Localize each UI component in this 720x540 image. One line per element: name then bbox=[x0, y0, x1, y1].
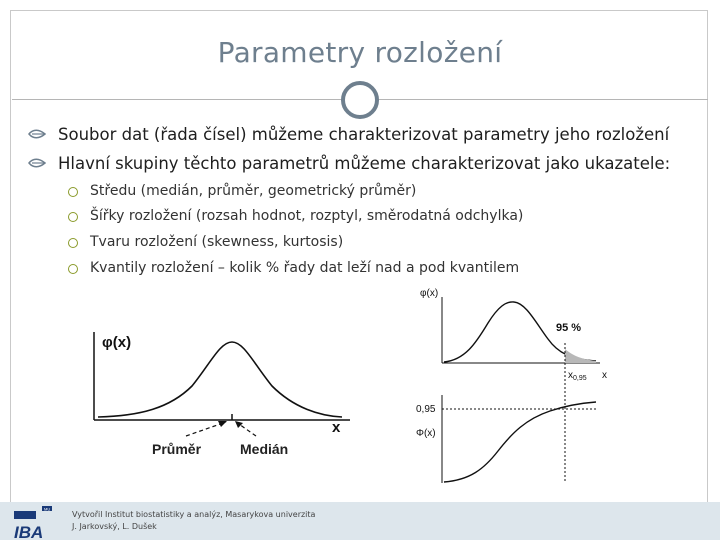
subbullet-text: Tvaru rozložení (skewness, kurtosis) bbox=[90, 234, 344, 250]
bullet-arrow-icon bbox=[28, 126, 50, 145]
subbullet-text: Šířky rozložení (rozsah hodnot, rozptyl, směrodatná odchylka) bbox=[90, 208, 524, 224]
ring-bullet-icon bbox=[68, 212, 78, 222]
density-curve bbox=[98, 342, 342, 417]
ring-bullet-icon bbox=[68, 264, 78, 274]
bullet-item bbox=[58, 154, 670, 173]
quantile-figure bbox=[410, 283, 620, 485]
density-figure bbox=[80, 320, 370, 465]
mean-label: Průměr bbox=[152, 441, 202, 457]
iba-logo bbox=[12, 505, 54, 540]
top-y-label: φ(x) bbox=[420, 288, 439, 299]
percent-label: 95 % bbox=[556, 322, 582, 334]
bullet-text: Hlavní skupiny těchto parametrů můžeme charakterizovat jako ukazatele: bbox=[58, 154, 671, 173]
credit-line-2: J. Jarkovský, L. Dušek bbox=[72, 522, 157, 531]
bottom-y-label: Φ(x) bbox=[416, 428, 436, 439]
title-circle-ornament bbox=[341, 81, 379, 119]
ring-bullet-icon bbox=[68, 187, 78, 197]
subbullet-text: Středu (medián, průměr, geometrický průměr) bbox=[90, 183, 417, 199]
cdf-curve bbox=[444, 402, 596, 482]
median-label: Medián bbox=[240, 441, 289, 457]
level-label: 0,95 bbox=[416, 404, 436, 415]
bullet-text: Soubor dat (řada čísel) můžeme charakterizovat parametry jeho rozložení bbox=[58, 125, 670, 144]
x-axis-label: x bbox=[332, 419, 341, 436]
credit-line-1: Vytvořil Institut biostatistiky a analýz, Masarykova univerzita bbox=[72, 510, 316, 519]
subbullet-item bbox=[90, 183, 416, 199]
subbullet-item bbox=[90, 260, 519, 276]
median-arrowhead bbox=[235, 421, 243, 428]
footer-bar bbox=[0, 502, 720, 540]
ring-bullet-icon bbox=[68, 238, 78, 248]
subbullet-item bbox=[90, 208, 523, 224]
logo-text: IBA bbox=[14, 523, 44, 540]
logo-block bbox=[14, 511, 36, 519]
subbullet-item bbox=[90, 234, 343, 250]
subbullet-text: Kvantily rozložení – kolik % řady dat leží nad a pod kvantilem bbox=[90, 260, 520, 276]
x-axis-label-right: x bbox=[602, 370, 607, 381]
logo-small-text: MU bbox=[44, 506, 51, 512]
tail-shading bbox=[565, 349, 596, 363]
quantile-label: $x_{0,95}$ bbox=[568, 370, 587, 382]
slide-title: Parametry rozložení bbox=[217, 36, 503, 69]
y-axis-label: φ(x) bbox=[102, 334, 132, 351]
bullet-arrow-icon bbox=[28, 155, 50, 174]
bullet-item bbox=[58, 125, 669, 144]
